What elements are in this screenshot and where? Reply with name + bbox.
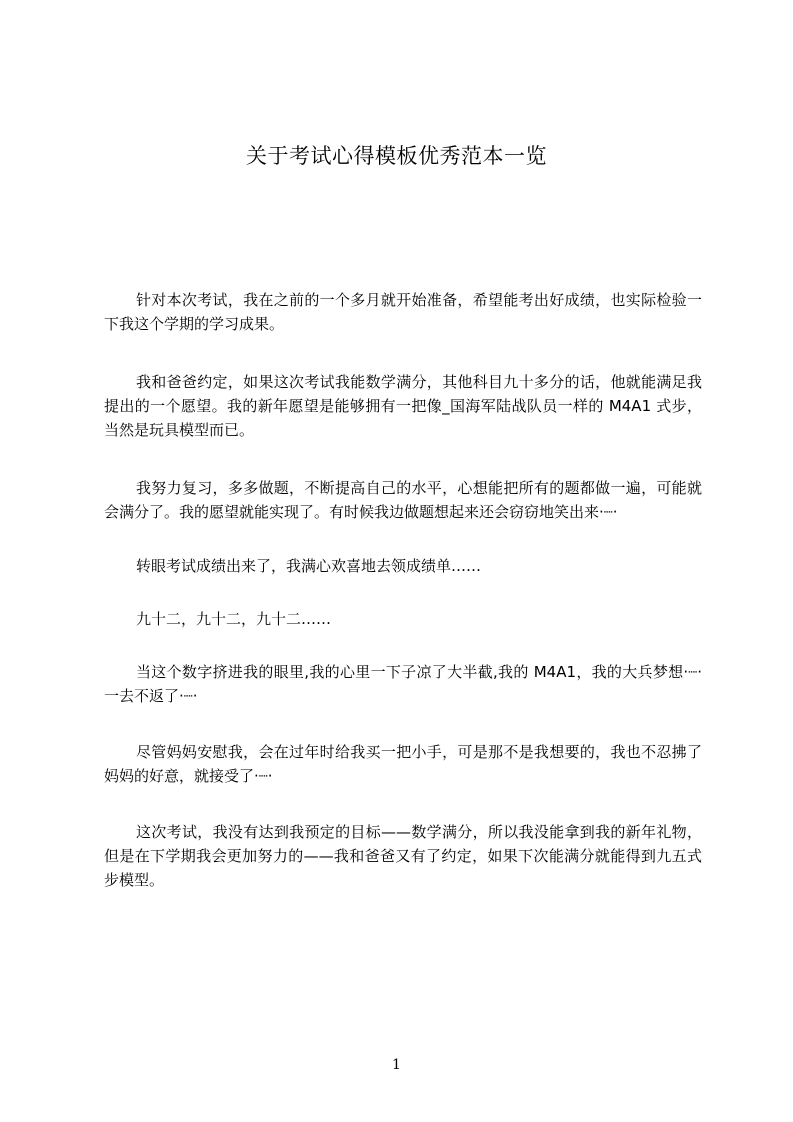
document-body	[104, 0, 702, 1122]
paragraph-6: 当这个数字挤进我的眼里,我的心里一下子凉了大半截,我的 M4A1，我的大兵梦想·┈·一去不返了·┈·	[104, 663, 702, 705]
paragraph-2: 我和爸爸约定，如果这次考试我能数学满分，其他科目九十多分的话，他就能满足我提出的一个愿望。我的新年愿望是能够拥有一把像_国海军陆战队员一样的 M4A1 式步，当然是玩具模型而已。	[104, 373, 702, 439]
document-title: 关于考试心得模板优秀范本一览	[246, 144, 547, 168]
paragraph-4: 转眼考试成绩出来了，我满心欢喜地去领成绩单……	[136, 557, 482, 575]
paragraph-8: 这次考试，我没有达到我预定的目标——数学满分，所以我没能拿到我的新年礼物，但是在下学期我会更加努力的——我和爸爸又有了约定，如果下次能满分就能得到九五式步模型。	[104, 823, 702, 889]
paragraph-3: 我努力复习，多多做题，不断提高自己的水平，心想能把所有的题都做一遍，可能就会满分了。我的愿望就能实现了。有时候我边做题想起来还会窃窃地笑出来·┈·	[104, 479, 702, 521]
paragraph-1: 针对本次考试，我在之前的一个多月就开始准备，希望能考出好成绩，也实际检验一下我这个学期的学习成果。	[104, 291, 702, 333]
page-number: 1	[392, 1057, 401, 1073]
paragraph-7: 尽管妈妈安慰我，会在过年时给我买一把小手，可是那不是我想要的，我也不忍拂了妈妈的好意，就接受了·┈·	[104, 743, 702, 785]
paragraph-5: 九十二，九十二，九十二……	[136, 610, 332, 628]
